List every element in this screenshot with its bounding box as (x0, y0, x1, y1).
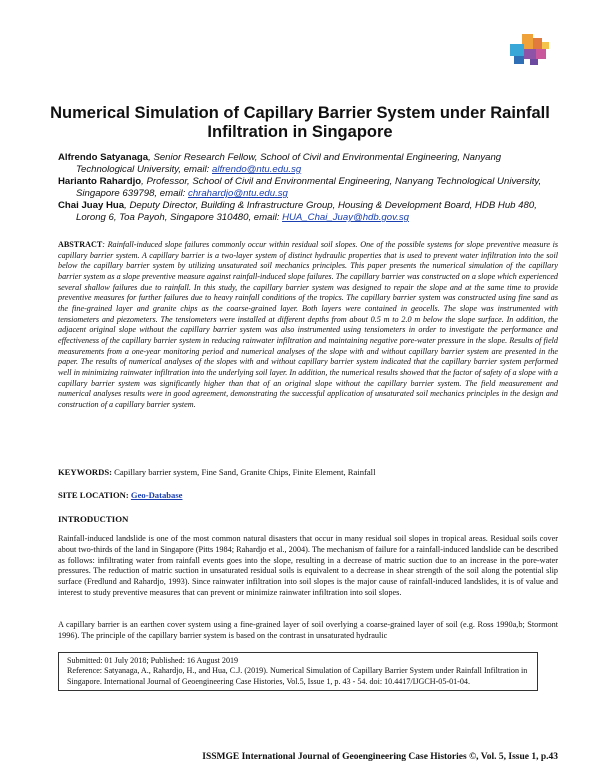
keywords (58, 467, 375, 477)
author-entry (58, 176, 558, 200)
abstract-text: : Rainfall-induced slope failures commonly occur within residual soil slopes. One of the possible systems for slope preventive measure is capillary barrier system. A capillary barrier is a two-layer system of distinct hydraulic properties that is used to prevent water infiltration into the soil below the capillary barrier system by utilizing unsaturated soil mechanics principles. This paper presents the numerical simulation of the capillary barrier system as a slope preventive measure against rainfall-induced slope failures. The capillary barrier was constructed on a slope which experienced several shallow failures due to rainfall. In this study, the capillary barrier system was designed to repair the slope and at the same time to provide preventive measures for further failures due to heavy rainfall conditions of the tropics. The capillary barrier system was constructed using fine sand as the fine-grained layer and granite chips as the coarse-grained layer. Both layers were contained in geocells. The slope was instrumented with tensiometers and piezometers. The tensiometers were installed at different depths from about 0.5 m to 2.0 m below the slope surface. In addition, the adjacent original slope without the capillary barrier system was also instrumented using tensiometers in order to investigate the performance and effectiveness of the capillary barrier system in reducing rainwater infiltration and maintaining negative pore-water pressure in the slope. Results of field measurements from a one-year monitoring period and numerical analyses of the slope with and without capillary barrier system are presented in the paper. The results of numerical analyses of the slopes with and without capillary barrier system indicated that the capillary barrier system performed well in minimizing rainwater infiltration into the underlying soil layer. In addition, the numerical results showed that the factor of safety of a slope with a capillary barrier system was significantly higher than that of an original slope without the capillary barrier system. The field measurement and numerical analyses results were in good agreement, demonstrating the successful application of unsaturated soil mechanics principles in the design and construction of a capillary barrier system. (58, 240, 558, 409)
intro-paragraph: A capillary barrier is an earthen cover system using a fine-grained layer of soil overlying a coarse-grained layer of soil (e.g. Ross 1990a,b; Stormont 1996). The principle of the capillary barrier system is based on the contrast in unsaturated hydraulic (58, 620, 558, 640)
citation-reference: Reference: Satyanaga, A., Rahardjo, H., and Hua, C.J. (2019). Numerical Simulation of Capillary Barrier System under Rainfall Infiltration in Singapore. International Journal of Geoengineering Case Histories, Vol.5, Issue 1, p. 43 - 54. doi: 10.4417/IJGCH-05-01-04. (67, 666, 528, 686)
geo-database-link[interactable]: Geo-Database (130, 490, 183, 500)
submission-dates: Submitted: 01 July 2018; Published: 16 August 2019 (67, 656, 239, 665)
author-email-link[interactable]: alfrendo@ntu.edu.sg (211, 164, 302, 175)
site-location-label: SITE LOCATION: (58, 490, 129, 500)
intro-paragraph: Rainfall-induced landslide is one of the most common natural disasters that occur in many residual soil slopes in tropical areas. Residual soils cover about two-thirds of the land in Singapore (Pitts 1984; Rahardjo et al., 2004). The mechanism of failure for a rainfall-induced landslide can be described as follows: infiltrating water from rainfall events goes into the slope, resulting in a decrease of matric suction due to an increase in the pore-water pressures. The reduction of matric suction in unsaturated residual soils is equivalent to a decrease in shear strength of the soil along the potential slip surface (Fredlund and Rahardjo, 1993). Since rainwater infiltration into soil slopes is the major cause of rainfall-induced landslides, it is of value and interest to study preventive measures that can prevent or minimize rainwater infiltration into soil slopes. (58, 534, 558, 597)
author-email-link[interactable]: HUA_Chai_Juay@hdb.gov.sg (282, 212, 409, 223)
page-footer: ISSMGE International Journal of Geoengineering Case Histories ©, Vol. 5, Issue 1, p.43 (202, 752, 558, 762)
keywords-label: KEYWORDS: (58, 467, 112, 477)
author-affiliation: , Deputy Director, Building & Infrastructure Group, Housing & Development Board, HDB Hub 480, Lorong 6, Toa Payoh, Singapore 310480, email: (76, 200, 537, 223)
author-name: Alfrendo Satyanaga (58, 152, 149, 163)
author-affiliation: , Senior Research Fellow, School of Civil and Environmental Engineering, Nanyang Technological University, email: (76, 152, 502, 175)
author-name: Harianto Rahardjo (58, 176, 142, 187)
introduction-heading: INTRODUCTION (58, 514, 129, 524)
author-name: Chai Juay Hua (58, 200, 125, 211)
author-entry (58, 152, 558, 176)
author-email-link[interactable]: chrahardjo@ntu.edu.sg (188, 188, 288, 199)
site-location (58, 490, 182, 500)
reference-box (58, 652, 538, 691)
abstract (58, 240, 558, 411)
keywords-text: Capillary barrier system, Fine Sand, Granite Chips, Finite Element, Rainfall (111, 467, 376, 477)
author-affiliation: , Professor, School of Civil and Environmental Engineering, Nanyang Technological University, Singapore 639798, email: (76, 176, 542, 199)
author-entry (58, 200, 558, 224)
paper-title: Numerical Simulation of Capillary Barrier System under Rainfall Infiltration in Singapore (50, 104, 550, 141)
abstract-label: ABSTRACT (58, 240, 103, 249)
author-list (58, 152, 558, 224)
journal-logo-icon (506, 34, 554, 68)
